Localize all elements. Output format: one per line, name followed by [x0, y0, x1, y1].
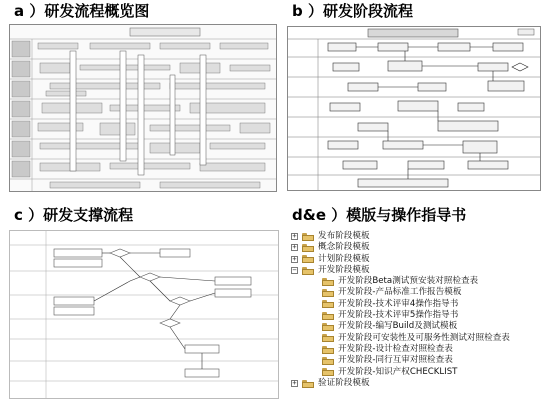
tree-child-item[interactable] [291, 321, 510, 332]
expand-plus-icon[interactable]: + [292, 254, 297, 263]
folder-icon [322, 300, 334, 308]
tree-child-item[interactable] [291, 287, 510, 298]
expand-plus-icon[interactable]: + [292, 379, 297, 387]
tree-child-item[interactable] [291, 276, 510, 287]
tree-item-label: 验证阶段模板 [318, 377, 370, 388]
folder-icon [322, 312, 334, 320]
tree-child-label: 开发阶段可安装性及可服务性测试对照检查表 [338, 332, 510, 343]
panel-c-title: c ）研发支撑流程 [14, 206, 134, 224]
panel-de-title: d&e ）模版与操作指导书 [292, 206, 467, 224]
tree-child-item[interactable] [291, 344, 510, 355]
tree-item-concept[interactable] [291, 242, 510, 253]
folder-icon [322, 357, 334, 365]
folder-open-icon [302, 267, 314, 275]
panel-b-diagram [287, 26, 541, 191]
tree-child-label: 开发阶段-技术评审4操作指导书 [338, 298, 459, 309]
tree-child-item[interactable] [291, 333, 510, 344]
expand-plus-icon[interactable]: + [292, 232, 297, 241]
folder-icon [322, 346, 334, 354]
panel-c-flowchart [10, 231, 278, 398]
tree-item-label: 概念阶段模板 [318, 242, 370, 253]
folder-icon [322, 289, 334, 297]
tree-child-label: 开发阶段-同行互审对照检查表 [338, 355, 453, 366]
collapse-minus-icon[interactable]: − [292, 266, 297, 275]
panel-a-flowchart [10, 25, 276, 191]
folder-icon [322, 334, 334, 342]
panel-b-flowchart [288, 27, 540, 190]
tree-child-label: 开发阶段-产品标准工作报告模板 [338, 287, 462, 298]
folder-icon [322, 323, 334, 331]
tree-item-label: 计划阶段模板 [318, 253, 370, 264]
folder-icon [302, 380, 314, 388]
tree-child-label: 开发阶段Beta测试预安装对照检查表 [338, 276, 479, 287]
expand-plus-icon[interactable]: + [292, 243, 297, 252]
tree-child-label: 开发阶段-设计检查对照检查表 [338, 343, 453, 354]
tree-item-release[interactable] [291, 231, 510, 242]
template-tree [291, 231, 510, 389]
folder-icon [302, 233, 314, 241]
tree-child-item[interactable] [291, 367, 510, 378]
tree-item-verify[interactable] [291, 378, 510, 389]
panel-a-diagram [9, 24, 277, 192]
tree-item-develop[interactable] [291, 265, 510, 276]
folder-icon [302, 255, 314, 263]
folder-icon [322, 278, 334, 286]
tree-child-item[interactable] [291, 310, 510, 321]
tree-child-item[interactable] [291, 299, 510, 310]
panel-a-title: a ）研发流程概览图 [14, 2, 150, 20]
panel-b-title: b ）研发阶段流程 [292, 2, 413, 20]
tree-child-label: 开发阶段-编写Build及测试模板 [338, 321, 458, 332]
panel-c-diagram [9, 230, 279, 399]
tree-child-item[interactable] [291, 355, 510, 366]
folder-icon [322, 368, 334, 376]
tree-item-plan[interactable] [291, 254, 510, 265]
tree-item-label: 开发阶段模板 [318, 264, 370, 275]
tree-item-label: 发布阶段模板 [318, 231, 370, 241]
tree-child-label: 开发阶段-知识产权CHECKLIST [338, 366, 458, 377]
folder-icon [302, 244, 314, 252]
tree-child-label: 开发阶段-技术评审5操作指导书 [338, 310, 459, 321]
